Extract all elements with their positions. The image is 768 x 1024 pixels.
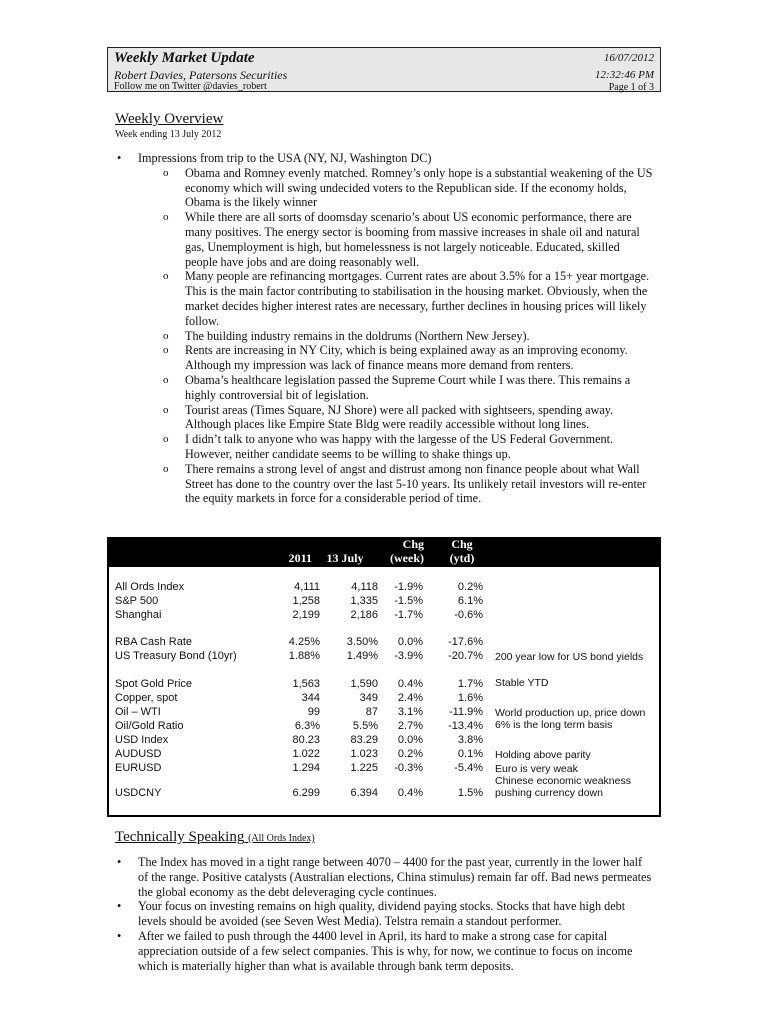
list-item: • Impressions from trip to the USA (NY, NJ, Washington DC) bbox=[117, 151, 432, 165]
table-row: USD Index 80.23 83.29 0.0% 3.8% bbox=[115, 734, 483, 746]
circle-bullet-icon: o bbox=[163, 329, 169, 342]
list-item: o I didn’t talk to anyone who was happy with the largesse of the US Federal Government. However, neither candidate seems to be willing to shake things up. bbox=[163, 432, 614, 461]
circle-bullet-icon: o bbox=[163, 211, 169, 224]
list-item: o The building industry remains in the doldrums (Northern New Jersey). bbox=[163, 328, 530, 343]
bullet-icon: • bbox=[117, 928, 122, 943]
table-row: USDCNY 6.299 6.394 0.4% 1.5% Chinese economic weakness pushing currency down bbox=[115, 775, 631, 799]
col-header-chg-ytd: Chg (ytd) bbox=[449, 537, 475, 565]
table-row: All Ords Index 4,111 4,118 -1.9% 0.2% bbox=[115, 581, 483, 593]
table-row: Oil – WTI 99 87 3.1% -11.9% World production up, price down bbox=[115, 706, 646, 719]
col-header-chg-week: Chg (week) bbox=[390, 537, 424, 565]
list-item: o Tourist areas (Times Square, NJ Shore) were all packed with sightseers, spending away. Although places like Empire State Bldg were readily accessible without long lines. bbox=[163, 402, 614, 432]
list-item: o There remains a strong level of angst and distrust among non finance people about what Wall Street has done to the country over the last 5-10 years. Its unlikely retail investors will re-enter the equity markets in force for a considerable period of time. bbox=[163, 461, 647, 506]
circle-bullet-icon: o bbox=[163, 344, 169, 357]
list-item: o Obama’s healthcare legislation passed the Supreme Court while I was there. This remains a highly controversial bit of legislation. bbox=[163, 372, 631, 402]
col-header-2011: 2011 bbox=[288, 551, 312, 565]
list-item: o Rents are increasing in NY City, which is being explained away as an improving economy. Although my impression was lack of finance means more demand from renters. bbox=[163, 343, 628, 373]
col-header-13-july: 13 July bbox=[326, 551, 364, 565]
list-item: • The Index has moved in a tight range between 4070 – 4400 for the past year, currently in the lower half of the range. Positive catalysts (Australian elections, China stimulus) remain far off. Bad news permeates the global economy as the debt deleveraging cycle continues. bbox=[117, 855, 652, 899]
bullet-icon: • bbox=[117, 855, 122, 869]
circle-bullet-icon: o bbox=[163, 166, 169, 179]
overview-title: Weekly Overview bbox=[115, 111, 224, 127]
overview-subtitle: Week ending 13 July 2012 bbox=[115, 129, 222, 140]
technical-title: Technically Speaking (All Ords Index) bbox=[115, 829, 315, 845]
table-row: Copper, spot 344 349 2.4% 1.6% bbox=[115, 692, 483, 704]
bullet-icon: • bbox=[117, 151, 122, 165]
list-item: • Your focus on investing remains on high quality, dividend paying stocks. Stocks that have high debt levels should be avoided (see Seven West Media). Telstra remain a standout performer. bbox=[117, 899, 626, 929]
list-item: o Many people are refinancing mortgages. Current rates are about 3.5% for a 15+ year mortgage. This is the main factor contributing to stabilisation in the housing market. Obviously, when the market decides higher interest rates are necessary, further declines in housing prices will likely follow. bbox=[163, 269, 650, 328]
list-item: o While there are all sorts of doomsday scenario’s about US economic performance, there are many positives. The energy sector is booming from massive increases in shale oil and natural gas, Unemployment is high, but homelessness is not largely noticeable. Educated, skilled people have jobs and are doing reasonably well. bbox=[163, 210, 640, 269]
list-item: • After we failed to push through the 4400 level in April, its hard to make a strong case for capital appreciation outside of a few select companies. This is why, for now, we continue to focus on income which is materially higher than what is available through bank term deposits. bbox=[117, 928, 633, 973]
report-author: Robert Davies, Patersons Securities bbox=[114, 68, 288, 82]
report-header bbox=[107, 47, 661, 92]
circle-bullet-icon: o bbox=[163, 462, 169, 475]
report-title: Weekly Market Update bbox=[114, 50, 255, 66]
table-row: Spot Gold Price 1,563 1,590 0.4% 1.7% Stable YTD bbox=[115, 677, 549, 690]
circle-bullet-icon: o bbox=[163, 403, 169, 416]
report-date: 16/07/2012 bbox=[603, 52, 654, 64]
circle-bullet-icon: o bbox=[163, 373, 169, 386]
table-row: S&P 500 1,258 1,335 -1.5% 6.1% bbox=[115, 595, 483, 607]
circle-bullet-icon: o bbox=[163, 433, 169, 446]
table-row: Oil/Gold Ratio 6.3% 5.5% 2.7% -13.4% 6% is the long term basis bbox=[115, 719, 613, 732]
page-number: Page 1 of 3 bbox=[608, 82, 654, 93]
twitter-line: Follow me on Twitter @davies_robert bbox=[114, 81, 267, 92]
overview-bullets bbox=[115, 151, 655, 506]
report-time: 12:32:46 PM bbox=[595, 69, 654, 81]
table-row: EURUSD 1.294 1.225 -0.3% -5.4% Euro is very weak bbox=[115, 762, 578, 775]
table-row: US Treasury Bond (10yr) 1.88% 1.49% -3.9% -20.7% 200 year low for US bond yields bbox=[115, 650, 644, 663]
technical-bullets bbox=[115, 855, 655, 973]
table-row: Shanghai 2,199 2,186 -1.7% -0.6% bbox=[115, 609, 483, 621]
table-row: RBA Cash Rate 4.25% 3.50% 0.0% -17.6% bbox=[115, 636, 483, 648]
table-row: AUDUSD 1.022 1.023 0.2% 0.1% Holding above parity bbox=[115, 748, 591, 761]
list-item: o Obama and Romney evenly matched. Romney’s only hope is a substantial weakening of the US economy which will swing undecided voters to the Republican side. If the economy holds, Obama is the likely winner bbox=[163, 165, 653, 210]
market-table-header bbox=[107, 537, 661, 567]
circle-bullet-icon: o bbox=[163, 270, 169, 283]
bullet-icon: • bbox=[117, 899, 122, 914]
